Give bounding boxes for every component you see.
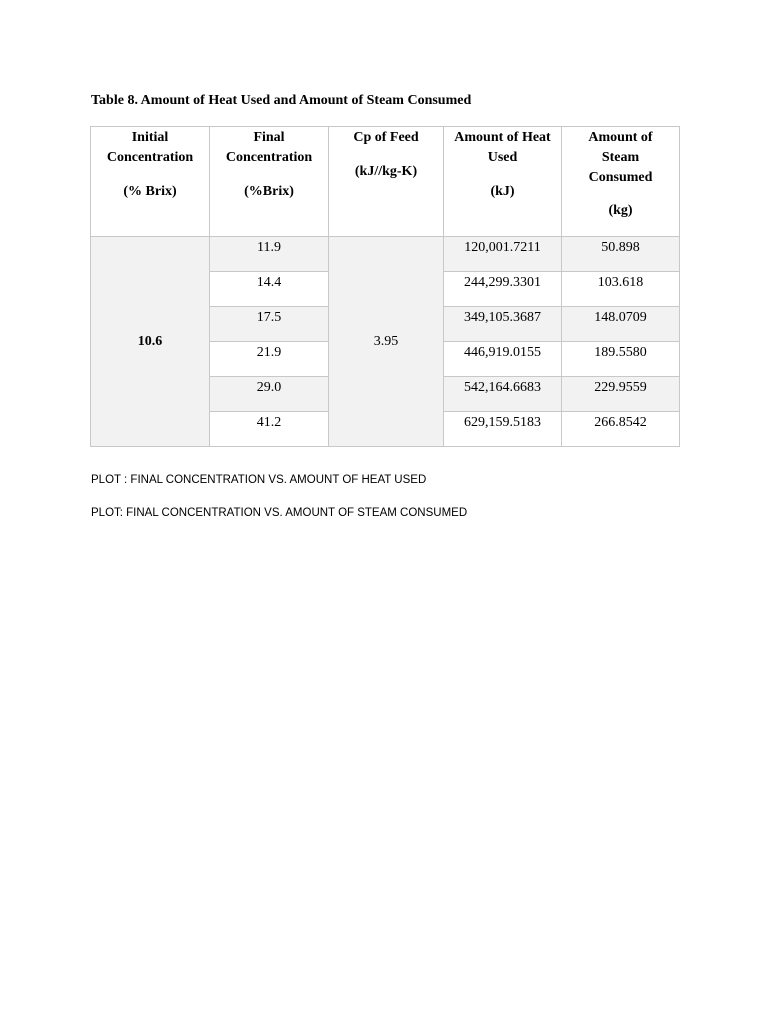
plot-heading-heat-used: PLOT : FINAL CONCENTRATION VS. AMOUNT OF HEAT USED [91,474,427,486]
final-concentration-cell: 14.4 [210,272,329,307]
final-concentration-cell: 41.2 [210,412,329,447]
steam-consumed-cell: 50.898 [562,237,680,272]
steam-consumed-cell: 189.5580 [562,342,680,377]
heat-used-cell: 244,299.3301 [444,272,562,307]
header-line: Concentration [225,150,313,165]
heat-used-cell: 446,919.0155 [444,342,562,377]
header-final-concentration [210,127,329,237]
header-cp-of-feed [329,127,444,237]
header-line: Amount of Heat [454,130,551,145]
header-line: Final [253,130,285,145]
steam-consumed-cell: 148.0709 [562,307,680,342]
header-unit: (%Brix) [244,184,294,199]
table-header-row [91,127,680,237]
initial-concentration-cell: 10.6 [91,237,210,447]
heat-used-cell: 629,159.5183 [444,412,562,447]
header-heat-used [444,127,562,237]
header-unit: (kJ//kg-K) [354,164,418,179]
table-row [91,237,680,272]
header-line: Consumed [588,170,653,185]
header-unit: (kJ) [490,184,515,199]
header-line: Initial [131,130,169,145]
heat-used-cell: 349,105.3687 [444,307,562,342]
final-concentration-cell: 21.9 [210,342,329,377]
header-line: Steam [601,150,640,165]
data-table [90,126,680,447]
steam-consumed-cell: 103.618 [562,272,680,307]
heat-used-cell: 542,164.6683 [444,377,562,412]
plot-heading-steam-consumed: PLOT: FINAL CONCENTRATION VS. AMOUNT OF STEAM CONSUMED [91,507,468,519]
header-line: Used [487,150,518,165]
heat-used-cell: 120,001.7211 [444,237,562,272]
header-line: Concentration [106,150,194,165]
header-unit: (kg) [608,203,633,218]
table-caption: Table 8. Amount of Heat Used and Amount of Steam Consumed [91,93,472,108]
final-concentration-cell: 17.5 [210,307,329,342]
cp-of-feed-cell: 3.95 [329,237,444,447]
header-line: Cp of Feed [353,130,419,145]
header-steam-consumed [562,127,680,237]
steam-consumed-cell: 266.8542 [562,412,680,447]
header-initial-concentration [91,127,210,237]
final-concentration-cell: 11.9 [210,237,329,272]
header-line: Amount of [588,130,653,145]
header-unit: (% Brix) [123,184,177,199]
steam-consumed-cell: 229.9559 [562,377,680,412]
final-concentration-cell: 29.0 [210,377,329,412]
